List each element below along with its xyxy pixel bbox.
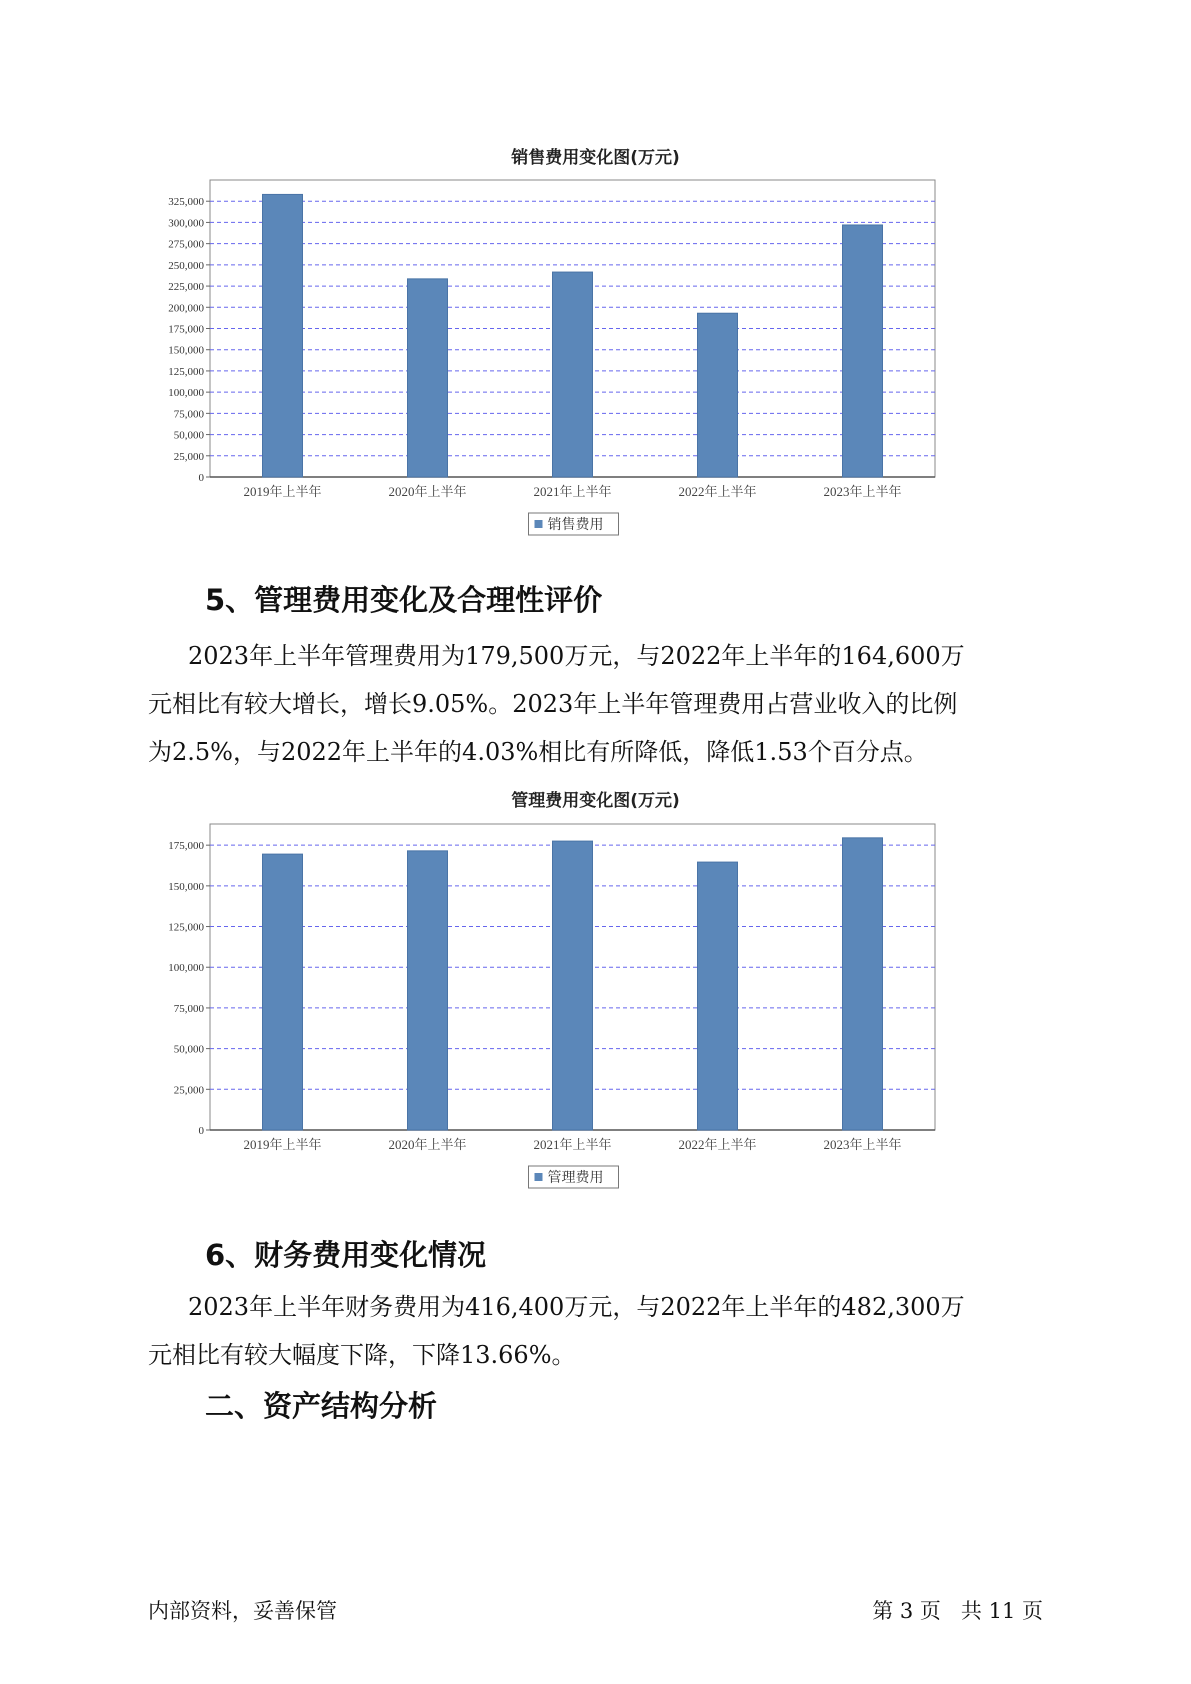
x-tick-label: 2021年上半年 (533, 1137, 612, 1152)
y-tick-label: 25,000 (173, 1084, 204, 1097)
y-tick-label: 25,000 (173, 450, 204, 463)
x-tick-label: 2023年上半年 (823, 1137, 902, 1152)
x-tick-label: 2021年上半年 (533, 484, 612, 499)
finance-line-1: 2023年上半年财务费用为416,400万元，与2022年上半年的482,300万 (188, 1293, 965, 1321)
y-tick-label: 100,000 (168, 387, 204, 400)
legend-label: 管理费用 (547, 1171, 604, 1186)
y-tick-label: 275,000 (168, 238, 204, 251)
bar-3 (553, 841, 593, 1130)
y-tick-label: 325,000 (168, 196, 204, 209)
admin-line-3: 为2.5%，与2022年上半年的4.03%相比有所降低，降低1.53个百分点。 (148, 738, 928, 766)
y-tick-label: 50,000 (173, 1043, 204, 1056)
y-tick-label: 0 (198, 472, 204, 484)
admin-heading: 5、管理费用变化及合理性评价 (205, 583, 603, 617)
bar-5 (843, 225, 883, 477)
y-tick-label: 150,000 (168, 880, 204, 893)
x-tick-label: 2019年上半年 (243, 484, 322, 499)
x-tick-label: 2022年上半年 (678, 1137, 757, 1152)
footer-left: 内部资料，妥善保管 (148, 1599, 337, 1623)
y-tick-label: 175,000 (168, 323, 204, 336)
bar-4 (698, 862, 738, 1130)
footer-page-number: 第 3 页 共 11 页 (872, 1599, 1043, 1623)
x-tick-label: 2023年上半年 (823, 484, 902, 499)
legend-label: 销售费用 (547, 518, 604, 533)
y-tick-label: 0 (198, 1125, 204, 1137)
x-tick-label: 2020年上半年 (388, 484, 467, 499)
y-tick-label: 175,000 (168, 840, 204, 853)
y-tick-label: 75,000 (173, 1002, 204, 1015)
y-tick-label: 300,000 (168, 217, 204, 230)
sales-chart (0, 170, 1191, 590)
admin-chart-title: 管理费用变化图(万元) (511, 791, 680, 811)
y-tick-label: 75,000 (173, 408, 204, 421)
y-tick-label: 125,000 (168, 365, 204, 378)
y-tick-label: 150,000 (168, 344, 204, 357)
x-tick-label: 2022年上半年 (678, 484, 757, 499)
finance-heading: 6、财务费用变化情况 (205, 1238, 487, 1272)
asset-heading: 二、资产结构分析 (205, 1389, 438, 1423)
legend-swatch (535, 520, 543, 528)
bar-1 (263, 194, 303, 477)
y-tick-label: 250,000 (168, 259, 204, 272)
bar-4 (698, 313, 738, 477)
bar-3 (553, 272, 593, 477)
admin-line-2: 元相比有较大增长，增长9.05%。2023年上半年管理费用占营业收入的比例 (148, 690, 958, 718)
y-tick-label: 100,000 (168, 962, 204, 975)
finance-paragraph (148, 1283, 1048, 1379)
x-tick-label: 2020年上半年 (388, 1137, 467, 1152)
y-tick-label: 50,000 (173, 429, 204, 442)
y-tick-label: 125,000 (168, 921, 204, 934)
bar-1 (263, 854, 303, 1130)
admin-line-1: 2023年上半年管理费用为179,500万元，与2022年上半年的164,600万 (188, 642, 965, 670)
y-tick-label: 225,000 (168, 281, 204, 294)
finance-line-2: 元相比有较大幅度下降，下降13.66%。 (148, 1341, 576, 1369)
sales-chart-title: 销售费用变化图(万元) (511, 148, 680, 168)
admin-paragraph (148, 632, 1048, 776)
admin-chart (0, 812, 1191, 1232)
x-tick-label: 2019年上半年 (243, 1137, 322, 1152)
bar-2 (408, 851, 448, 1130)
bar-2 (408, 279, 448, 477)
bar-5 (843, 838, 883, 1130)
y-tick-label: 200,000 (168, 302, 204, 315)
legend-swatch (535, 1173, 543, 1181)
